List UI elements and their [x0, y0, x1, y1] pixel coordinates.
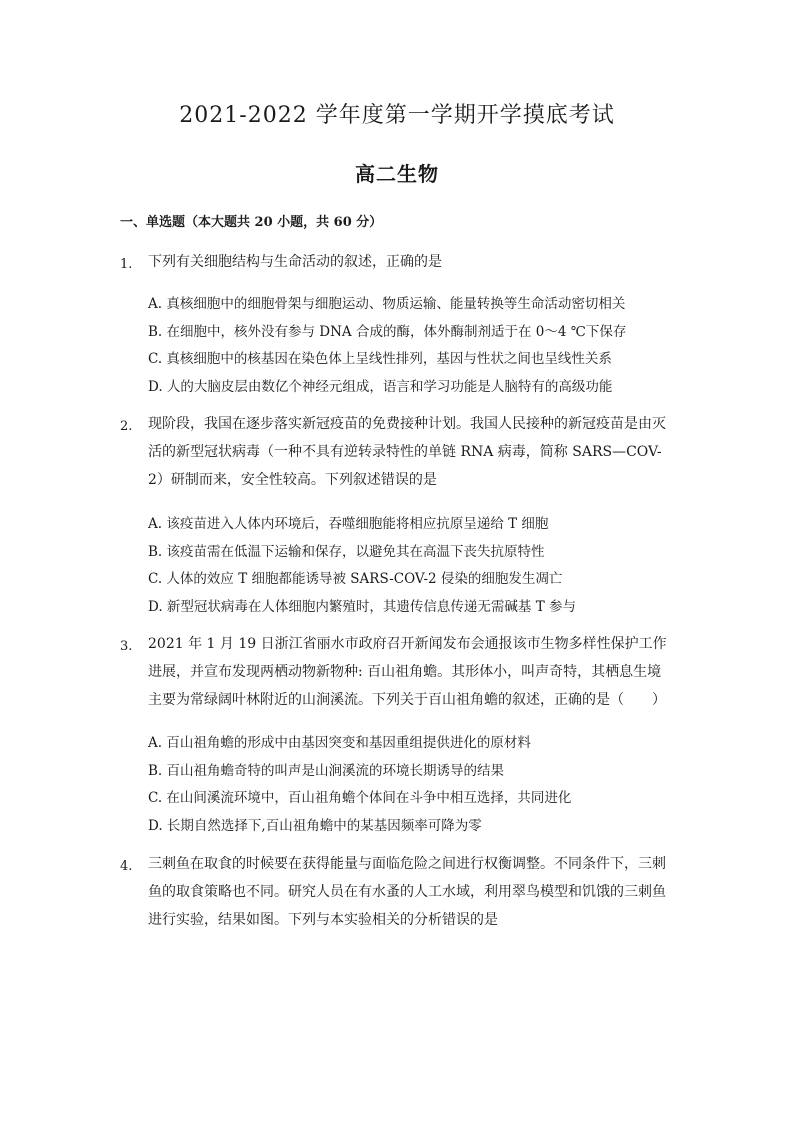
question-number: 2.	[120, 419, 133, 434]
option-a: A. 真核细胞中的细胞骨架与细胞运动、物质运输、能量转换等生命活动密切相关	[148, 296, 626, 312]
subject-title: 高二生物	[355, 162, 439, 186]
option-d: D. 新型冠状病毒在人体细胞内繁殖时，其遗传信息传递无需碱基 T 参与	[148, 599, 577, 615]
question-stem: 下列有关细胞结构与生命活动的叙述，正确的是	[148, 254, 442, 270]
option-c: C. 真核细胞中的核基因在染色体上呈线性排列，基因与性状之间也呈线性关系	[148, 351, 612, 367]
question-number: 4.	[120, 859, 133, 874]
option-b: B. 在细胞中，核外没有参与 DNA 合成的酶，体外酶制剂适于在 0～4 ℃下保存	[148, 324, 627, 340]
exam-title: 2021-2022 学年度第一学期开学摸底考试	[179, 103, 615, 128]
section-heading: 一、单选题（本大题共 20 小题，共 60 分）	[120, 215, 383, 230]
question-number: 3.	[120, 639, 133, 654]
option-b: B. 百山祖角蟾奇特的叫声是山涧溪流的环境长期诱导的结果	[148, 763, 505, 779]
question-stem: 现阶段，我国在逐步落实新冠疫苗的免费接种计划。我国人民接种的新冠疫苗是由灭活的新型冠状病毒（一种不具有逆转录特性的单链 RNA 病毒，简称 SARS—COV-2）研制而来，安全性较高。下列叙述错误的是	[148, 416, 666, 488]
option-a: A. 该疫苗进入人体内环境后，吞噬细胞能将相应抗原呈递给 T 细胞	[148, 516, 549, 532]
question-stem: 2021 年 1 月 19 日浙江省丽水市政府召开新闻发布会通报该市生物多样性保护工作进展，并宣布发现两栖动物新物种: 百山祖角蟾。其形体小，叫声奇特，其栖息生境主要为常绿阔叶林附近的山涧溪流。下列关于百山祖角蟾的叙述，正确的是（ ）	[148, 636, 667, 708]
option-a: A. 百山祖角蟾的形成中由基因突变和基因重组提供进化的原材料	[148, 735, 531, 751]
option-d: D. 长期自然选择下,百山祖角蟾中的某基因频率可降为零	[148, 818, 482, 834]
question-stem: 三刺鱼在取食的时候要在获得能量与面临危险之间进行权衡调整。不同条件下，三刺鱼的取食策略也不同。研究人员在有水蚤的人工水域，利用翠鸟模型和饥饿的三刺鱼进行实验，结果如图。下列与本实验相关的分析错误的是	[148, 856, 666, 928]
option-c: C. 人体的效应 T 细胞都能诱导被 SARS-COV-2 侵染的细胞发生凋亡	[148, 571, 563, 587]
question-number: 1.	[120, 257, 133, 272]
option-d: D. 人的大脑皮层由数亿个神经元组成，语言和学习功能是人脑特有的高级功能	[148, 379, 613, 395]
option-c: C. 在山间溪流环境中，百山祖角蟾个体间在斗争中相互选择，共同进化	[148, 790, 572, 806]
option-b: B. 该疫苗需在低温下运输和保存，以避免其在高温下丧失抗原特性	[148, 544, 545, 560]
